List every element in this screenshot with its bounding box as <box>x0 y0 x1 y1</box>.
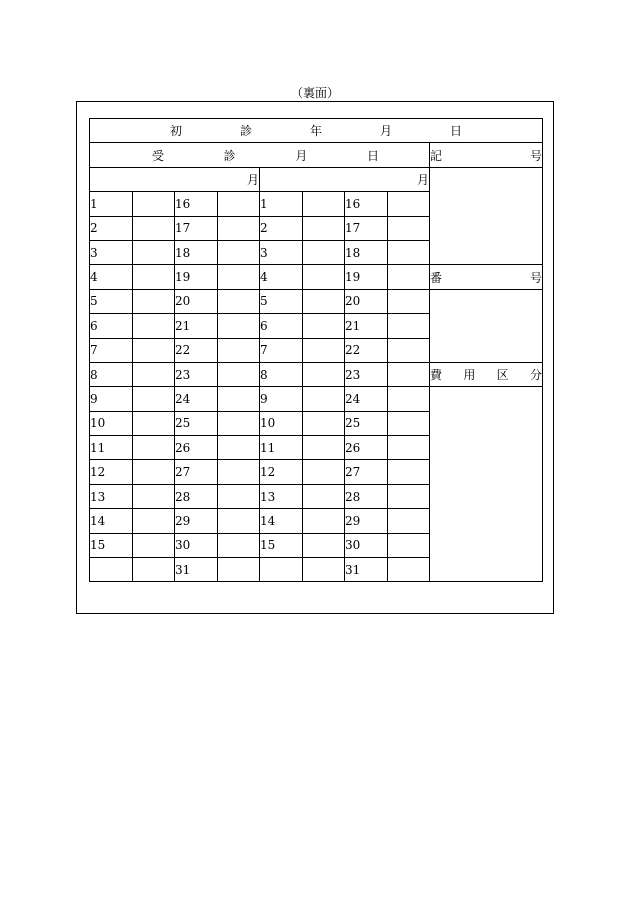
day-number: 26 <box>175 436 218 460</box>
day-number: 10 <box>260 411 303 435</box>
day-number: 3 <box>260 240 303 264</box>
day-number: 1 <box>90 192 133 216</box>
day-number: 18 <box>345 240 388 264</box>
day-number: 3 <box>90 240 133 264</box>
record-header: 記 号 <box>430 143 543 167</box>
day-entry-cell[interactable] <box>302 265 345 289</box>
day-entry-cell[interactable] <box>302 484 345 508</box>
day-number: 13 <box>90 484 133 508</box>
day-number: 9 <box>260 387 303 411</box>
day-entry-cell[interactable] <box>132 240 175 264</box>
day-number: 17 <box>175 216 218 240</box>
day-number: 15 <box>260 533 303 557</box>
day-number: 15 <box>90 533 133 557</box>
day-number: 14 <box>260 509 303 533</box>
day-number: 20 <box>345 289 388 313</box>
day-entry-cell[interactable] <box>217 484 260 508</box>
day-number: 25 <box>175 411 218 435</box>
day-entry-cell[interactable] <box>302 240 345 264</box>
day-number: 5 <box>90 289 133 313</box>
month-row <box>90 167 543 191</box>
day-number: 6 <box>260 314 303 338</box>
day-entry-cell[interactable] <box>217 558 260 582</box>
day-number: 2 <box>90 216 133 240</box>
day-number: 25 <box>345 411 388 435</box>
day-number: 7 <box>260 338 303 362</box>
day-number: 8 <box>260 362 303 386</box>
day-entry-cell[interactable] <box>217 240 260 264</box>
day-number: 18 <box>175 240 218 264</box>
day-entry-cell[interactable] <box>217 387 260 411</box>
day-number: 28 <box>345 484 388 508</box>
day-number: 12 <box>260 460 303 484</box>
day-entry-cell[interactable] <box>217 436 260 460</box>
day-entry-cell[interactable] <box>302 289 345 313</box>
day-entry-cell[interactable] <box>217 509 260 533</box>
day-number: 6 <box>90 314 133 338</box>
day-entry-cell[interactable] <box>387 240 430 264</box>
day-entry-cell[interactable] <box>387 411 430 435</box>
day-entry-cell[interactable] <box>387 192 430 216</box>
record-value-cell[interactable] <box>430 167 543 265</box>
day-number: 22 <box>345 338 388 362</box>
day-entry-cell[interactable] <box>387 533 430 557</box>
day-number: 14 <box>90 509 133 533</box>
day-entry-cell[interactable] <box>387 362 430 386</box>
day-entry-cell[interactable] <box>217 533 260 557</box>
day-entry-cell[interactable] <box>132 192 175 216</box>
day-entry-cell[interactable] <box>302 411 345 435</box>
day-entry-cell[interactable] <box>302 436 345 460</box>
day-entry-cell[interactable] <box>387 387 430 411</box>
day-number: 26 <box>345 436 388 460</box>
day-entry-cell[interactable] <box>387 338 430 362</box>
day-entry-cell[interactable] <box>217 289 260 313</box>
day-entry-cell[interactable] <box>302 460 345 484</box>
day-entry-cell[interactable] <box>132 338 175 362</box>
day-entry-cell[interactable] <box>387 436 430 460</box>
visit-date-header: 受 診 月 日 <box>90 143 430 167</box>
first-visit-date-cell[interactable]: 初 診 年 月 日 <box>90 119 543 143</box>
day-number: 19 <box>175 265 218 289</box>
day-entry-cell[interactable] <box>132 436 175 460</box>
first-visit-row <box>90 119 543 143</box>
day-entry-cell[interactable] <box>217 338 260 362</box>
day-entry-cell[interactable] <box>132 460 175 484</box>
day-number: 24 <box>345 387 388 411</box>
day-number: 10 <box>90 411 133 435</box>
day-number <box>90 558 133 582</box>
day-number: 12 <box>90 460 133 484</box>
day-number: 1 <box>260 192 303 216</box>
day-row <box>90 387 543 411</box>
day-number: 31 <box>175 558 218 582</box>
day-entry-cell[interactable] <box>387 460 430 484</box>
day-entry-cell[interactable] <box>132 533 175 557</box>
day-entry-cell[interactable] <box>387 509 430 533</box>
day-number: 30 <box>345 533 388 557</box>
day-number: 19 <box>345 265 388 289</box>
day-number: 5 <box>260 289 303 313</box>
day-row <box>90 362 543 386</box>
day-number: 27 <box>175 460 218 484</box>
day-entry-cell[interactable] <box>217 216 260 240</box>
day-entry-cell[interactable] <box>132 289 175 313</box>
day-entry-cell[interactable] <box>217 362 260 386</box>
month-left-cell[interactable]: 月 <box>90 167 260 191</box>
day-entry-cell[interactable] <box>302 362 345 386</box>
day-number: 7 <box>90 338 133 362</box>
day-number: 13 <box>260 484 303 508</box>
page-caption: （裏面） <box>290 86 339 100</box>
day-number: 17 <box>345 216 388 240</box>
day-entry-cell[interactable] <box>132 484 175 508</box>
visit-record-table <box>89 118 543 582</box>
cost-category-header: 費 用 区 分 <box>430 362 543 386</box>
day-number: 22 <box>175 338 218 362</box>
day-row <box>90 265 543 289</box>
day-number: 30 <box>175 533 218 557</box>
day-number: 16 <box>345 192 388 216</box>
day-entry-cell[interactable] <box>387 558 430 582</box>
day-number: 11 <box>260 436 303 460</box>
day-entry-cell[interactable] <box>387 484 430 508</box>
day-number: 31 <box>345 558 388 582</box>
day-entry-cell[interactable] <box>132 509 175 533</box>
day-number: 21 <box>175 314 218 338</box>
day-entry-cell[interactable] <box>302 314 345 338</box>
number-header: 番 号 <box>430 265 543 289</box>
day-entry-cell[interactable] <box>387 265 430 289</box>
day-row <box>90 289 543 313</box>
month-right-cell[interactable]: 月 <box>260 167 430 191</box>
number-value-cell[interactable] <box>430 289 543 362</box>
day-number: 29 <box>345 509 388 533</box>
day-entry-cell[interactable] <box>217 411 260 435</box>
day-entry-cell[interactable] <box>132 558 175 582</box>
day-number: 21 <box>345 314 388 338</box>
day-entry-cell[interactable] <box>217 265 260 289</box>
day-number: 20 <box>175 289 218 313</box>
day-number: 16 <box>175 192 218 216</box>
day-entry-cell[interactable] <box>132 265 175 289</box>
day-entry-cell[interactable] <box>387 314 430 338</box>
day-entry-cell[interactable] <box>302 558 345 582</box>
day-number: 29 <box>175 509 218 533</box>
day-entry-cell[interactable] <box>132 314 175 338</box>
day-number: 27 <box>345 460 388 484</box>
day-number: 2 <box>260 216 303 240</box>
day-entry-cell[interactable] <box>132 387 175 411</box>
day-entry-cell[interactable] <box>302 533 345 557</box>
day-number: 28 <box>175 484 218 508</box>
day-entry-cell[interactable] <box>132 362 175 386</box>
day-entry-cell[interactable] <box>217 192 260 216</box>
day-number: 23 <box>345 362 388 386</box>
day-entry-cell[interactable] <box>387 216 430 240</box>
day-entry-cell[interactable] <box>302 509 345 533</box>
day-entry-cell[interactable] <box>302 216 345 240</box>
day-entry-cell[interactable] <box>217 314 260 338</box>
day-number: 8 <box>90 362 133 386</box>
day-entry-cell[interactable] <box>217 460 260 484</box>
day-number <box>260 558 303 582</box>
day-entry-cell[interactable] <box>302 338 345 362</box>
day-entry-cell[interactable] <box>132 216 175 240</box>
day-entry-cell[interactable] <box>302 387 345 411</box>
day-number: 11 <box>90 436 133 460</box>
day-number: 4 <box>260 265 303 289</box>
day-entry-cell[interactable] <box>387 289 430 313</box>
day-number: 4 <box>90 265 133 289</box>
day-entry-cell[interactable] <box>302 192 345 216</box>
day-entry-cell[interactable] <box>132 411 175 435</box>
day-number: 24 <box>175 387 218 411</box>
day-number: 9 <box>90 387 133 411</box>
day-number: 23 <box>175 362 218 386</box>
visit-date-row <box>90 143 543 167</box>
cost-category-value-cell[interactable] <box>430 387 543 582</box>
